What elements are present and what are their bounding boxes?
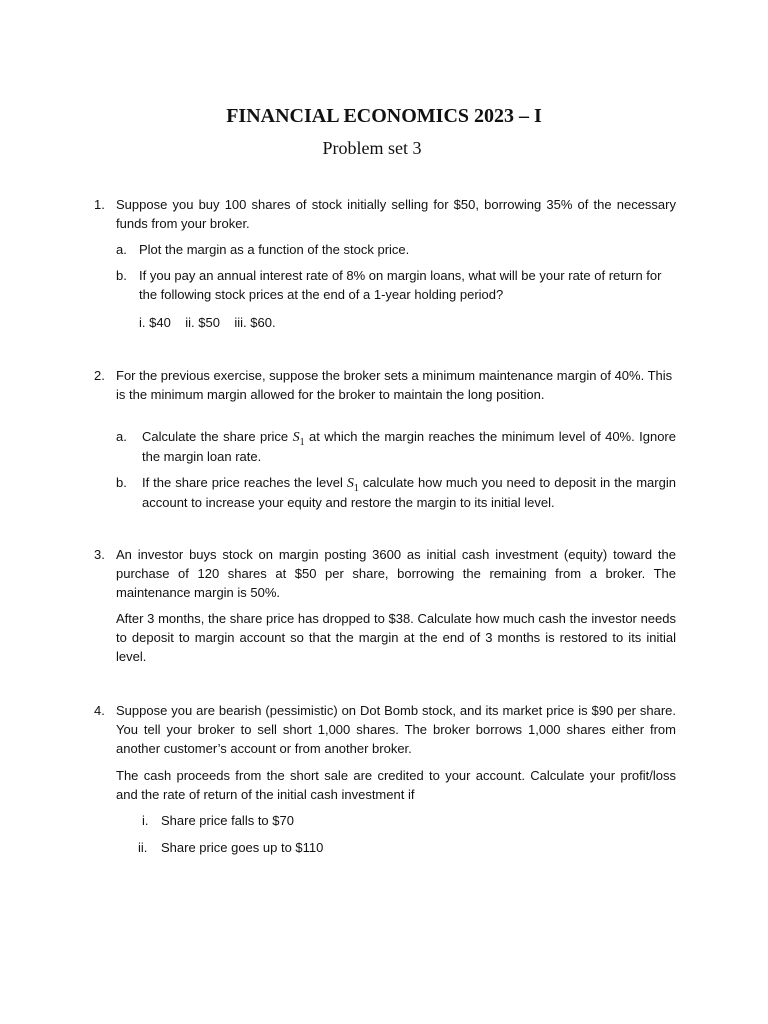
problem-1b-prices: i. $40 ii. $50 iii. $60. (139, 315, 276, 330)
problem-4-text2: The cash proceeds from the short sale are credited to your account. Calculate your profit/loss and the rate of return of the initial cash investment if (116, 768, 676, 802)
problem-2b-text: If the share price reaches the level $S_1$ calculate how much you need to deposit in the margin account to increase your equity and restore the margin to its initial level. (142, 475, 676, 510)
problem-1a-text: Plot the margin as a function of the stock price. (139, 242, 410, 257)
problem-1-text: Suppose you buy 100 shares of stock initially selling for $50, borrowing 35% of the necessary funds from your broker. (116, 197, 676, 231)
problem-2a-text: Calculate the share price $S_1$ at which the margin reaches the minimum level of 40%. Ignore the margin loan rate. (142, 429, 676, 464)
problem-1-number: 1. (94, 197, 105, 212)
problem-4i-label: i. (142, 813, 149, 828)
problem-4ii-text: Share price goes up to $110 (161, 840, 324, 855)
document-title: FINANCIAL ECONOMICS 2023 – I (226, 105, 542, 127)
problem-2a-label: a. (116, 429, 127, 444)
problem-2-text: For the previous exercise, suppose the broker sets a minimum maintenance margin of 40%. This is the minimum margin allowed for the broker to maintain the long position. (116, 368, 673, 402)
problem-3-text2: After 3 months, the share price has dropped to $38. Calculate how much cash the investor needs to deposit to margin account so that the margin at the end of 3 months is restored to its initial level. (116, 611, 676, 664)
symbol-s1: $S_1$ (292, 430, 305, 448)
problem-4-number: 4. (94, 703, 105, 718)
problem-4i-text: Share price falls to $70 (161, 813, 294, 828)
problem-3-text: An investor buys stock on margin posting 3600 as initial cash investment (equity) toward the purchase of 120 shares at $50 per share, borrowing the remaining from a broker. The maintenance margin is 50%. (116, 547, 676, 600)
problem-1b-label: b. (116, 268, 127, 283)
problem-4-text: Suppose you are bearish (pessimistic) on Dot Bomb stock, and its market price is $90 per share. You tell your broker to sell short 1,000 shares. The broker borrows 1,000 shares either from another customer’s account or from another broker. (116, 703, 676, 756)
problem-2-number: 2. (94, 368, 105, 383)
problem-1a-label: a. (116, 242, 127, 257)
symbol-s1: $S_1$ (346, 476, 359, 494)
problem-3-number: 3. (94, 547, 105, 562)
problem-2b-label: b. (116, 475, 127, 490)
problem-4ii-label: ii. (138, 840, 148, 855)
problem-1b-text: If you pay an annual interest rate of 8% on margin loans, what will be your rate of return for the following stock prices at the end of a 1-year holding period? (139, 268, 662, 302)
document-subtitle: Problem set 3 (322, 138, 422, 158)
